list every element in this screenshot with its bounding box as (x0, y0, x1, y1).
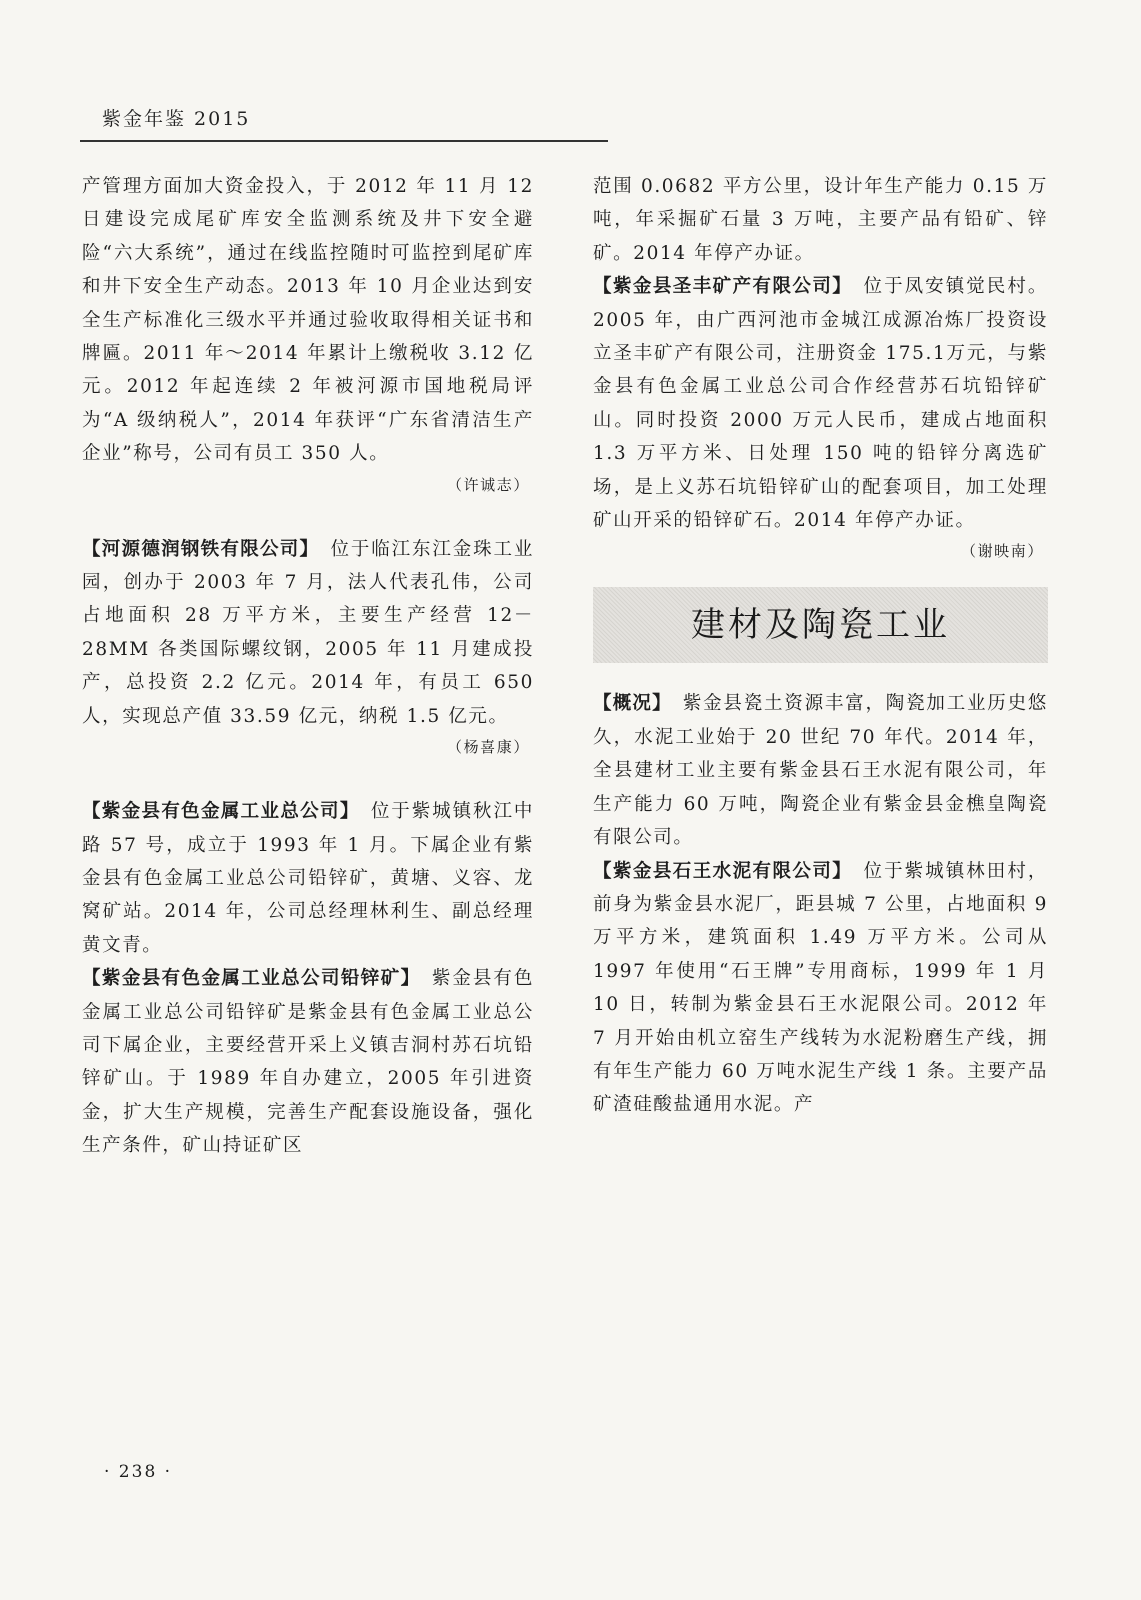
entry-deyun-steel (82, 533, 534, 733)
entry-title: 【紫金县有色金属工业总公司铅锌矿】 (82, 968, 412, 990)
entry-title: 【紫金县石王水泥有限公司】 (593, 860, 843, 882)
running-title: 紫金年鉴 2015 (102, 108, 251, 130)
author-signature: （谢映南） (960, 542, 1044, 561)
entry-body: 紫金县有色金属工业总公司铅锌矿是紫金县有色金属工业总公司下属企业，主要经营开采上义镇吉洞村苏石坑铅锌矿山。于 1989 年自办建立，2005 年引进资金，扩大生产规模，完善生产配套设施设备，强化生产条件，矿山持证矿区 (82, 968, 534, 1157)
paragraph-mine-scope: 范围 0.0682 平方公里，设计年生产能力 0.15 万吨，年采掘矿石量 3 万吨，主要产品有铅矿、锌矿。2014 年停产办证。 (593, 176, 1048, 264)
section-heading-band (593, 587, 1048, 663)
entry-title: 【概况】 (593, 693, 663, 715)
spacer (82, 761, 534, 795)
author-signature: （杨喜康） (446, 738, 530, 757)
author-signature: （许诚志） (446, 475, 530, 494)
entry-body: 位于凤安镇觉民村。2005 年，由广西河池市金城江成源冶炼厂投资设立圣丰矿产有限公司，注册资金 175.1万元，与紫金县有色金属工业总公司合作经营苏石坑铅锌矿山。同时投资 2000 万元人民币，建成占地面积 1.3 万平方米、日处理 150 吨的铅锌分离选矿场，是上义苏石坑铅锌矿山的配套项目，加工处理矿山开采的铅锌矿石。2014 年停产办证。 (593, 276, 1048, 532)
entry-title: 【河源德润钢铁有限公司】 (82, 538, 311, 560)
entry-body: 位于紫城镇秋江中路 57 号，成立于 1993 年 1 月。下属企业有紫金县有色金属工业总公司铅锌矿，黄塘、义容、龙窝矿站。2014 年，公司总经理林利生、副总经理黄文青。 (82, 801, 534, 956)
entry-shengfeng-mining (593, 270, 1048, 537)
spacer (82, 499, 534, 533)
paragraph-tailings-safety: 产管理方面加大资金投入，于 2012 年 11 月 12 日建设完成尾矿库安全监测系统及井下安全避险“六大系统”，通过在线监控随时可监控到尾矿库和井下安全生产动态。2013 年 10 月企业达到安全生产标准化三级水平并通过验收取得相关证书和牌匾。2011 年～2014 年累计上缴税收 3.12 亿元。2012 年起连续 2 年被河源市国地税局评为“A 级纳税人”，2014 年获评“广东省清洁生产企业”称号，公司有员工 350 人。 (82, 176, 534, 465)
header-rule (80, 140, 608, 142)
entry-nonferrous-corp (82, 795, 534, 962)
section-heading: 建材及陶瓷工业 (691, 604, 950, 645)
page-number: · 238 · (104, 1462, 173, 1482)
entry-title: 【紫金县有色金属工业总公司】 (82, 801, 351, 823)
entry-overview (593, 687, 1048, 854)
entry-lead-zinc-mine (82, 962, 534, 1162)
left-column (82, 170, 534, 1163)
entry-body: 紫金县瓷土资源丰富，陶瓷加工业历史悠久，水泥工业始于 20 世纪 70 年代。2014 年，全县建材工业主要有紫金县石王水泥有限公司，年生产能力 60 万吨，陶瓷企业有紫金县金樵皇陶瓷有限公司。 (593, 693, 1048, 849)
right-column (593, 170, 1048, 1122)
entry-body: 位于临江东江金珠工业园，创办于 2003 年 7 月，法人代表孔伟，公司占地面积 28 万平方米，主要生产经营 12－28MM 各类国际螺纹钢，2005 年 11 月建成投产，总投资 2.2 亿元。2014 年，有员工 650 人，实现总产值 33.59 亿元，纳税 1.5 亿元。 (82, 538, 534, 727)
entry-shiwang-cement (593, 855, 1048, 1122)
entry-title: 【紫金县圣丰矿产有限公司】 (593, 276, 843, 298)
entry-body: 位于紫城镇林田村，前身为紫金县水泥厂，距县城 7 公里，占地面积 9 万平方米，建筑面积 1.49 万平方米。公司从 1997 年使用“石王牌”专用商标，1999 年 1 月 10 日，转制为紫金县石王水泥限公司。2012 年 7 月开始由机立窑生产线转为水泥粉磨生产线，拥有年生产能力 60 万吨水泥生产线 1 条。主要产品矿渣硅酸盐通用水泥。产 (593, 860, 1048, 1116)
